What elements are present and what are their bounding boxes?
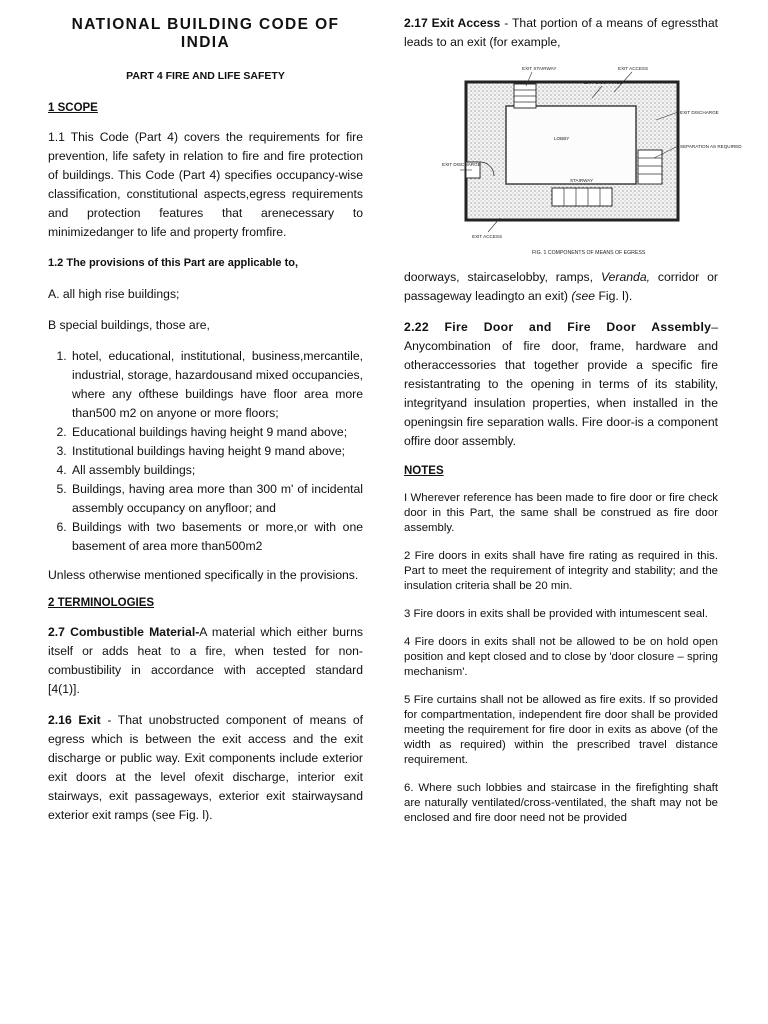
list-item: 3. Institutional buildings having height 9 mand above; bbox=[70, 442, 363, 461]
text-run: doorways, staircaselobby, ramps, bbox=[404, 270, 601, 284]
document-title: NATIONAL BUILDING CODE OF INDIA bbox=[71, 16, 340, 51]
label-exit-access-top: EXIT ACCESS bbox=[618, 66, 649, 71]
list-item: 1. hotel, educational, institutional, business,mercantile, industrial, storage, hazardousand mixed occupancies, where any ofthese buildings have floor area more than500 m2 on anyone or more floors; bbox=[70, 347, 363, 423]
text-run-italic: (see bbox=[571, 289, 596, 303]
unless-note: Unless otherwise mentioned specifically in the provisions. bbox=[48, 568, 359, 582]
term-2-16 bbox=[48, 711, 363, 825]
right-stairway bbox=[638, 150, 662, 184]
figure-caption: FIG. 1 COMPONENTS OF MEANS OF EGRESS bbox=[532, 250, 646, 256]
term-2-7 bbox=[48, 623, 363, 699]
special-buildings-list bbox=[48, 347, 363, 556]
notes-heading: NOTES bbox=[404, 465, 444, 477]
term-text: - That unobstructed component of means of egress which is between the exit access and the exit discharge or public way. Exit components include exterior exit doors at the level ofexit discharge, interior exit stairways, exit passageways, exterior exit stairwaysand exterior exit ramps (see Fig. l). bbox=[48, 713, 363, 822]
term-label: 2.7 Combustible Material- bbox=[48, 625, 200, 639]
label-lobby: LOBBY bbox=[554, 136, 570, 141]
right-column bbox=[404, 14, 742, 839]
note-item: 6. Where such lobbies and staircase in the firefighting shaft are naturally ventilated/cross-ventilated, the shaft may not be enclosed and fire door need not be provided bbox=[404, 782, 718, 824]
label-exit-discharge-right: EXIT DISCHARGE bbox=[680, 110, 719, 115]
lobby-area bbox=[506, 106, 636, 184]
bottom-stairway bbox=[552, 188, 612, 206]
term-label: 2.17 Exit Access bbox=[404, 16, 501, 30]
term-2-22 bbox=[404, 318, 718, 451]
means-of-egress-figure bbox=[442, 62, 742, 260]
term-text: A material which either burns itself or adds heat to a fire, when tested for non-combustibility in accordance with accepted standard [4(1)]. bbox=[48, 625, 363, 696]
term-text: – Anycombination of fire door, frame, hardware and otheraccessories that together provide a specific fire resistantrating to the opening in terms of its stability, integrityand insulation properties, when installed in the openingsin fire separation walls. Fire door-is a component offire door assembly. bbox=[404, 320, 718, 448]
label-exit-discharge-left: EXIT DISCHARGE bbox=[442, 162, 481, 167]
note-item: 3 Fire doors in exits shall be provided with intumescent seal. bbox=[404, 608, 708, 620]
floor-plan-diagram bbox=[442, 62, 742, 260]
left-column bbox=[48, 14, 363, 837]
label-exit-access-bottom: EXIT ACCESS bbox=[472, 234, 503, 239]
note-item: 5 Fire curtains shall not be allowed as fire exits. If so provided for compartmentation, independent fire door shall be provided meeting the requirement for fire door in exits as above (of the width as required) within the prescribed travel distance requirement. bbox=[404, 694, 718, 766]
label-separation: SEPARATION AS REQUIRED bbox=[680, 144, 742, 149]
clause-1-2: 1.2 The provisions of this Part are applicable to, bbox=[48, 257, 299, 269]
clause-1-1: 1.1 This Code (Part 4) covers the requirements for fire prevention, life safety in relation to fire and fire protection of buildings. This Code (Part 4) specifies occupancy-wise classification, constitutional aspects,egress requirements and protection features that arenecessary to minimizedanger to life and property fromfire. bbox=[48, 130, 363, 239]
note-item: I Wherever reference has been made to fire door or fire check door in this Part, the same shall be construed as fire door assembly. bbox=[404, 492, 718, 534]
list-item: 6. Buildings with two basements or more,or with one basement of area more than500m2 bbox=[70, 518, 363, 556]
note-item: 4 Fire doors in exits shall not be allowed to be on hold open position and kept closed and to close by 'door closure – spring mechanism'. bbox=[404, 636, 718, 678]
label-exit-stairway: EXIT STAIRWAY bbox=[522, 66, 557, 71]
list-item: 2. Educational buildings having height 9 mand above; bbox=[70, 423, 363, 442]
text-run: Fig. l). bbox=[595, 289, 633, 303]
part-subtitle: PART 4 FIRE AND LIFE SAFETY bbox=[126, 70, 285, 82]
label-stairway: STAIRWAY bbox=[570, 178, 594, 183]
term-2-17 bbox=[404, 14, 718, 52]
term-label: 2.16 Exit bbox=[48, 713, 101, 727]
scope-heading: 1 SCOPE bbox=[48, 102, 98, 114]
text-run-italic: Veranda, bbox=[600, 270, 650, 284]
list-item: 5. Buildings, having area more than 300 m' of incidental assembly occupancy on anyfloor; and bbox=[70, 480, 363, 518]
list-item: 4. All assembly buildings; bbox=[70, 461, 363, 480]
terminologies-heading: 2 TERMINOLOGIES bbox=[48, 597, 155, 609]
label-exit-discharge-top: EXIT DISCHARGE bbox=[584, 80, 623, 85]
note-item: 2 Fire doors in exits shall have fire rating as required in this. Part to meet the requirement of integrity and stability; and the insulation criteria shall be 20 min. bbox=[404, 550, 718, 592]
clause-a: A. all high rise buildings; bbox=[48, 287, 180, 301]
term-2-17-continued bbox=[404, 268, 718, 306]
clause-b: B special buildings, those are, bbox=[48, 318, 210, 332]
text-run: corridor or passageway leadingto an exit) bbox=[404, 270, 718, 303]
term-text: - That portion of a means of egressthat leads to an exit (for example, bbox=[404, 16, 718, 49]
term-label: 2.22 Fire Door and Fire Door Assembly bbox=[404, 320, 712, 334]
